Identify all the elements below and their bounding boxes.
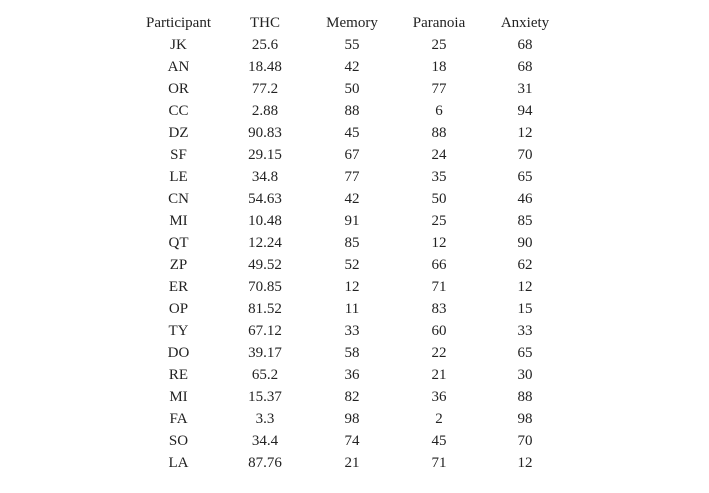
cell-paranoia: 71: [431, 455, 447, 471]
table-row: [135, 232, 568, 254]
cell-participant: FA: [169, 411, 188, 427]
cell-participant: TY: [168, 323, 189, 339]
cell-participant: SF: [170, 147, 187, 163]
cell-paranoia: 12: [431, 235, 447, 251]
header-thc: THC: [250, 15, 280, 31]
table-body: [135, 34, 568, 474]
cell-memory: 98: [344, 411, 360, 427]
cell-paranoia: 25: [431, 37, 447, 53]
cell-anxiety: 33: [517, 323, 533, 339]
cell-participant: LE: [169, 169, 188, 185]
cell-thc: 18.48: [248, 59, 282, 75]
cell-memory: 85: [344, 235, 360, 251]
table-row: [135, 364, 568, 386]
cell-participant: CC: [168, 103, 189, 119]
cell-participant: RE: [168, 367, 189, 383]
cell-memory: 55: [344, 37, 360, 53]
data-table: [135, 12, 568, 474]
cell-participant: CN: [168, 191, 189, 207]
cell-anxiety: 85: [517, 213, 533, 229]
table-row: [135, 408, 568, 430]
cell-paranoia: 36: [431, 389, 447, 405]
header-memory: Memory: [326, 15, 378, 31]
cell-memory: 11: [344, 301, 360, 317]
cell-anxiety: 12: [517, 455, 533, 471]
cell-thc: 34.8: [251, 169, 279, 185]
cell-paranoia: 88: [431, 125, 447, 141]
cell-anxiety: 12: [517, 125, 533, 141]
cell-thc: 29.15: [248, 147, 282, 163]
cell-thc: 49.52: [248, 257, 282, 273]
cell-memory: 91: [344, 213, 360, 229]
cell-memory: 33: [344, 323, 360, 339]
cell-anxiety: 62: [517, 257, 533, 273]
cell-memory: 42: [344, 59, 360, 75]
cell-paranoia: 2: [435, 411, 443, 427]
table-row: [135, 100, 568, 122]
table-row: [135, 298, 568, 320]
cell-paranoia: 18: [431, 59, 447, 75]
cell-thc: 77.2: [251, 81, 279, 97]
cell-anxiety: 12: [517, 279, 533, 295]
cell-thc: 54.63: [248, 191, 282, 207]
cell-thc: 81.52: [248, 301, 282, 317]
cell-thc: 67.12: [248, 323, 282, 339]
cell-anxiety: 65: [517, 169, 533, 185]
cell-participant: LA: [168, 455, 189, 471]
header-participant: Participant: [146, 15, 211, 31]
cell-participant: SO: [168, 433, 189, 449]
cell-memory: 50: [344, 81, 360, 97]
table-row: [135, 254, 568, 276]
cell-thc: 65.2: [251, 367, 279, 383]
table-row: [135, 320, 568, 342]
table-row: [135, 430, 568, 452]
table-row: [135, 56, 568, 78]
header-anxiety: Anxiety: [500, 15, 550, 31]
cell-participant: MI: [169, 213, 188, 229]
cell-participant: JK: [170, 37, 187, 53]
table-row: [135, 34, 568, 56]
cell-anxiety: 88: [517, 389, 533, 405]
cell-memory: 67: [344, 147, 360, 163]
table-row: [135, 166, 568, 188]
cell-memory: 42: [344, 191, 360, 207]
cell-paranoia: 35: [431, 169, 447, 185]
cell-thc: 90.83: [248, 125, 282, 141]
cell-anxiety: 68: [517, 59, 533, 75]
cell-thc: 12.24: [248, 235, 282, 251]
cell-participant: DO: [167, 345, 190, 361]
cell-memory: 77: [344, 169, 360, 185]
cell-participant: AN: [167, 59, 190, 75]
table-row: [135, 452, 568, 474]
cell-anxiety: 94: [517, 103, 533, 119]
cell-anxiety: 70: [517, 433, 533, 449]
table-row: [135, 122, 568, 144]
cell-memory: 36: [344, 367, 360, 383]
cell-thc: 3.3: [255, 411, 275, 427]
cell-memory: 21: [344, 455, 360, 471]
cell-memory: 12: [344, 279, 360, 295]
cell-thc: 39.17: [248, 345, 282, 361]
table-row: [135, 78, 568, 100]
table-row: [135, 342, 568, 364]
cell-paranoia: 22: [431, 345, 447, 361]
cell-thc: 2.88: [251, 103, 279, 119]
cell-paranoia: 45: [431, 433, 447, 449]
header-row: [135, 12, 568, 34]
cell-participant: ER: [168, 279, 189, 295]
cell-thc: 70.85: [248, 279, 282, 295]
table-row: [135, 386, 568, 408]
cell-participant: DZ: [168, 125, 189, 141]
table-row: [135, 188, 568, 210]
cell-memory: 58: [344, 345, 360, 361]
cell-anxiety: 15: [517, 301, 533, 317]
cell-memory: 45: [344, 125, 360, 141]
table-row: [135, 276, 568, 298]
cell-memory: 88: [344, 103, 360, 119]
cell-anxiety: 70: [517, 147, 533, 163]
cell-anxiety: 46: [517, 191, 533, 207]
cell-anxiety: 30: [517, 367, 533, 383]
cell-participant: OP: [168, 301, 189, 317]
cell-thc: 10.48: [248, 213, 282, 229]
cell-thc: 87.76: [248, 455, 282, 471]
cell-participant: QT: [168, 235, 189, 251]
cell-paranoia: 21: [431, 367, 447, 383]
cell-paranoia: 83: [431, 301, 447, 317]
cell-participant: OR: [168, 81, 189, 97]
cell-paranoia: 25: [431, 213, 447, 229]
cell-paranoia: 50: [431, 191, 447, 207]
cell-anxiety: 65: [517, 345, 533, 361]
cell-thc: 25.6: [251, 37, 279, 53]
cell-participant: MI: [169, 389, 188, 405]
cell-memory: 52: [344, 257, 360, 273]
cell-anxiety: 68: [517, 37, 533, 53]
cell-paranoia: 71: [431, 279, 447, 295]
cell-paranoia: 60: [431, 323, 447, 339]
cell-paranoia: 6: [435, 103, 443, 119]
table-row: [135, 210, 568, 232]
cell-paranoia: 77: [431, 81, 447, 97]
cell-anxiety: 90: [517, 235, 533, 251]
cell-paranoia: 24: [431, 147, 447, 163]
cell-thc: 34.4: [251, 433, 279, 449]
cell-anxiety: 98: [517, 411, 533, 427]
header-paranoia: Paranoia: [412, 15, 466, 31]
cell-memory: 82: [344, 389, 360, 405]
table-row: [135, 144, 568, 166]
cell-memory: 74: [344, 433, 360, 449]
cell-participant: ZP: [169, 257, 188, 273]
cell-anxiety: 31: [517, 81, 533, 97]
cell-thc: 15.37: [248, 389, 282, 405]
cell-paranoia: 66: [431, 257, 447, 273]
